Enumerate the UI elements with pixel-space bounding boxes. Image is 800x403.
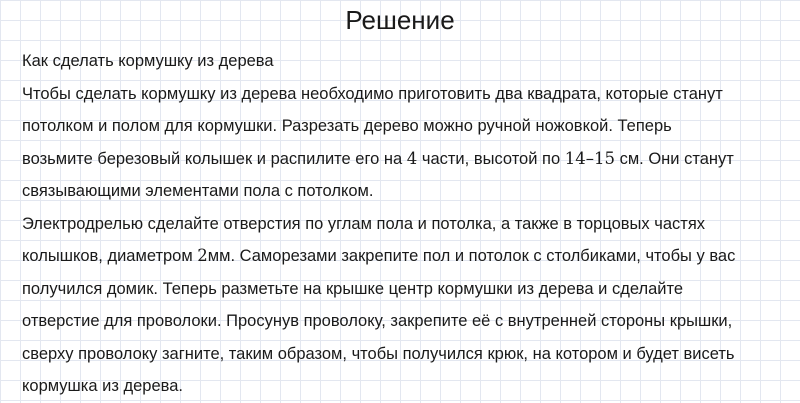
- text-fragment: колышков, диаметром: [22, 247, 198, 265]
- text-fragment: мм. Саморезами закрепите пол и потолок с столбиками, чтобы у вас: [207, 247, 736, 265]
- text-line: Как сделать кормушку из дерева: [22, 52, 274, 70]
- text-line: Электродрелью сделайте отверстия по углам пола и потолка, а также в торцовых частях: [22, 214, 706, 233]
- text-line: потолком и полом для кормушки. Разрезать дерево можно ручной ножовкой. Теперь: [22, 117, 672, 135]
- text-line: связывающими элементами пола с потолком.: [22, 182, 374, 200]
- math-number: 14–15: [564, 148, 615, 168]
- text-line: сверху проволоку загните, таким образом, чтобы получился крюк, на котором и будет висеть: [22, 344, 735, 363]
- math-number: 4: [406, 148, 418, 168]
- text-line: кормушка из дерева.: [22, 377, 183, 395]
- text-line: [22, 143, 792, 176]
- text-fragment: возьмите березовый колышек и распилите его на: [22, 149, 407, 168]
- text-line: отверстие для проволоки. Просунув проволоку, закрепите её с внутренней стороны крышки,: [22, 312, 733, 330]
- text-line: Чтобы сделать кормушку из дерева необходимо приготовить два квадрата, которые станут: [22, 84, 723, 103]
- page-title: Решение: [345, 5, 455, 35]
- text-fragment: части, высотой по: [417, 149, 565, 168]
- math-number: 2: [197, 246, 208, 265]
- text-line: [22, 240, 792, 273]
- text-fragment: см. Они станут: [614, 149, 734, 168]
- text-line: получился домик. Теперь разметьте на крышке центр кормушки из дерева и сделайте: [22, 279, 684, 298]
- solution-text: [22, 45, 792, 403]
